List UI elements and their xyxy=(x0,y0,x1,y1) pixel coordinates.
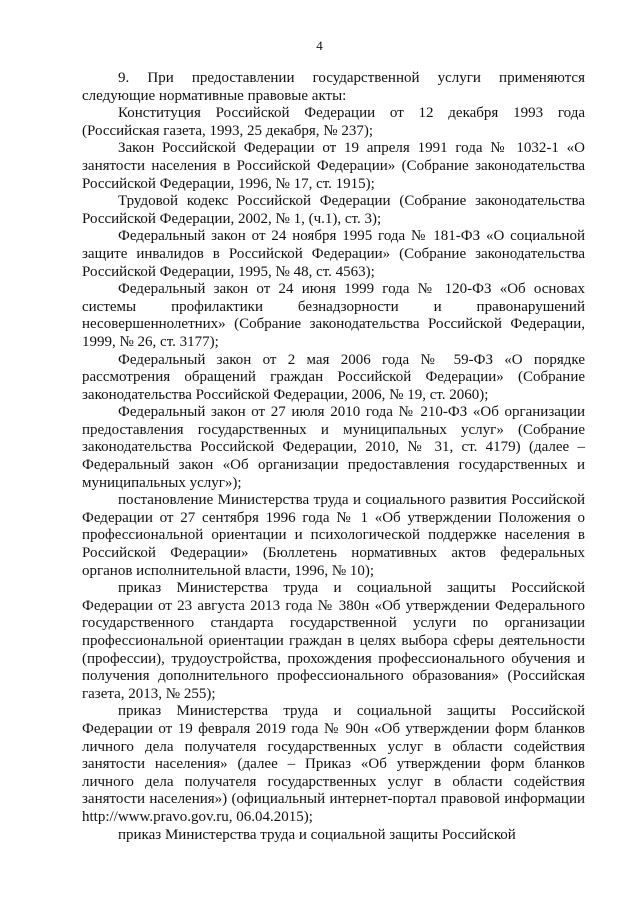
paragraph-employment-law: Закон Российской Федерации от 19 апреля 1991 года № 1032-1 «О занятости населения в Российской Федерации» (Собрание законодательства Российской Федерации, 1996, № 17, ст. 1915); xyxy=(82,140,585,192)
paragraph-citizen-appeals-law: Федеральный закон от 2 мая 2006 года № 59-ФЗ «О порядке рассмотрения обращений граждан Российской Федерации» (Собрание законодательства Российской Федерации, 2006, № 19, ст. 2060); xyxy=(82,351,585,403)
paragraph-constitution: Конституция Российской Федерации от 12 декабря 1993 года (Российская газета, 1993, 25 декабря, № 237); xyxy=(82,105,585,139)
paragraph-disabled-protection-law: Федеральный закон от 24 ноября 1995 года № 181-ФЗ «О социальной защите инвалидов в Российской Федерации» (Собрание законодательства Российской Федерации, 1995, № 48, ст. 4563); xyxy=(82,228,585,280)
paragraph-public-services-law: Федеральный закон от 27 июля 2010 года № 210-ФЗ «Об организации предоставления государственных и муниципальных услуг» (Собрание законодательства Российской Федерации, 2010, № 31, ст. 4179) (далее – Федеральный закон «Об организации предоставления государственных и муниципальных услуг»); xyxy=(82,404,585,491)
paragraph-juvenile-prevention-law: Федеральный закон от 24 июня 1999 года № 120-ФЗ «Об основах системы профилактики безнадзорности и правонарушений несовершеннолетних» (Собрание законодательства Российской Федерации, 1999, № 26, ст. 3177); xyxy=(82,281,585,350)
document-body xyxy=(82,70,585,844)
paragraph-ministry-order-continued: приказ Министерства труда и социальной защиты Российской xyxy=(118,826,516,843)
paragraph-ministry-order-380n: приказ Министерства труда и социальной защиты Российской Федерации от 23 августа 2013 года № 380н «Об утверждении Федерального государственного стандарта государственной услуги по организации профессиональной ориентации граждан в целях выбора сферы деятельности (профессии), трудоустройства, прохождения профессионального обучения и получения дополнительного профессионального образования» (Российская газета, 2013, № 255); xyxy=(82,580,585,702)
paragraph-ministry-resolution: постановление Министерства труда и социального развития Российской Федерации от 27 сентября 1996 года № 1 «Об утверждении Положения о профессиональной ориентации и психологической поддержке населения в Российской Федерации» (Бюллетень нормативных актов федеральных органов исполнительной власти, 1996, № 10); xyxy=(82,492,585,579)
page-number: 4 xyxy=(316,38,323,53)
paragraph-labor-code: Трудовой кодекс Российской Федерации (Собрание законодательства Российской Федерации, 2002, № 1, (ч.1), ст. 3); xyxy=(82,193,585,227)
paragraph-legal-acts-intro: 9. При предоставлении государственной услуги применяются следующие нормативные правовые акты: xyxy=(82,70,585,104)
paragraph-ministry-order-90n: приказ Министерства труда и социальной защиты Российской Федерации от 19 февраля 2019 года № 90н «Об утверждении форм бланков личного дела получателя государственных услуг в области содействия занятости населения» (далее – Приказ «Об утверждении форм бланков личного дела получателя государственных услуг в области содействия занятости населения») (официальный интернет-портал правовой информации http://www.pravo.gov.ru, 06.04.2015); xyxy=(82,703,585,825)
